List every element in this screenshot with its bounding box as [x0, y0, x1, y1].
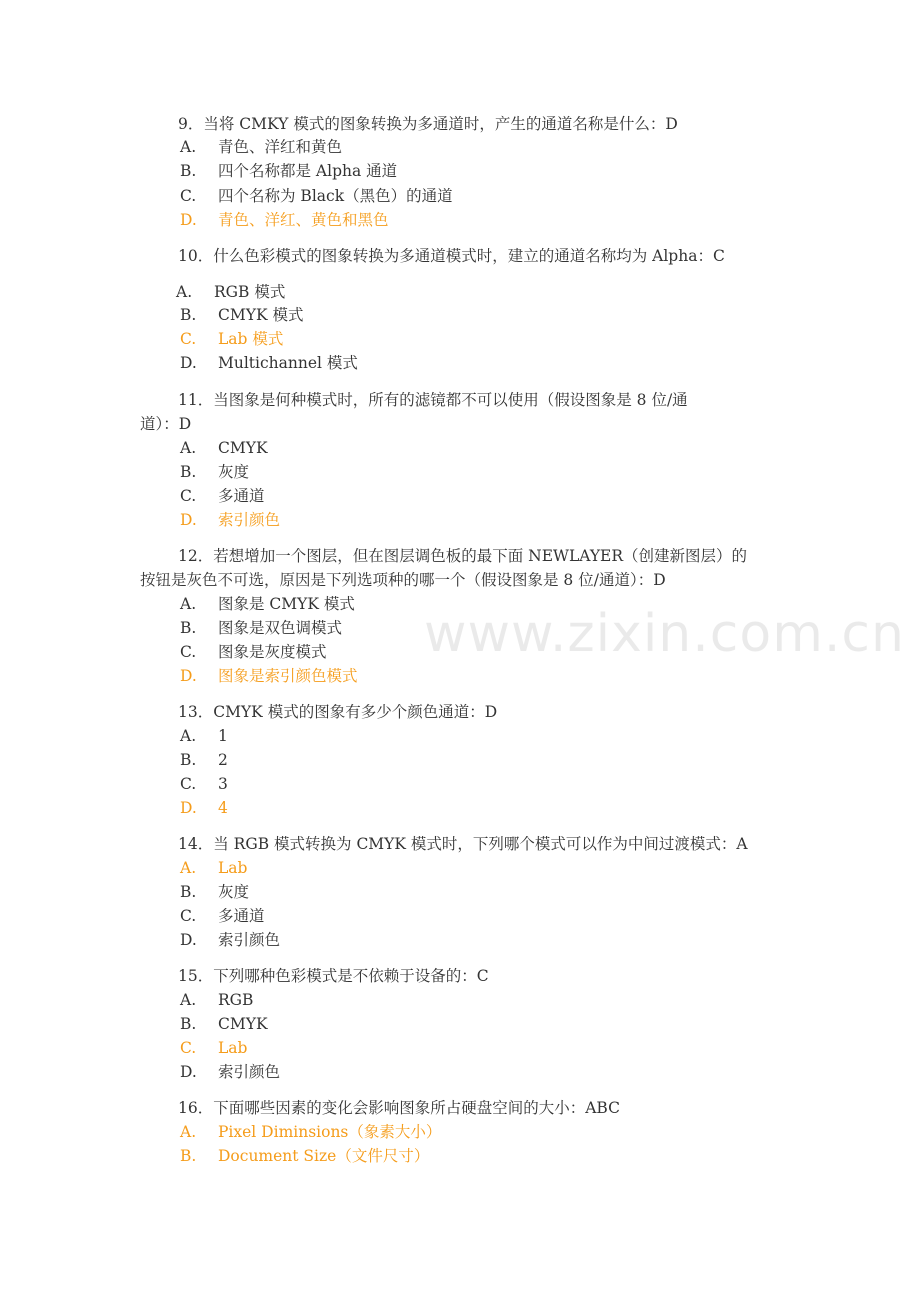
option-text: 四个名称都是 Alpha 通道 [218, 162, 398, 180]
q13-option-a [180, 726, 228, 746]
q9-option-d-answer [180, 210, 389, 230]
option-label: A. [180, 859, 197, 877]
option-text: CMYK [218, 1015, 268, 1033]
option-text: Lab [218, 859, 248, 877]
option-text: Lab 模式 [218, 330, 284, 348]
option-text: RGB [218, 991, 254, 1009]
q13-option-d-answer [180, 798, 228, 818]
option-text: 灰度 [218, 883, 250, 901]
q9-option-a [180, 137, 342, 157]
q15-option-b [180, 1014, 268, 1034]
q10-option-d [180, 353, 358, 373]
option-label: B. [180, 619, 197, 637]
question-15: 15．下列哪种色彩模式是不依赖于设备的：C [178, 967, 489, 985]
q11-option-b [180, 462, 249, 482]
question-11-line-2: 道）：D [140, 415, 192, 433]
option-label: B. [180, 162, 197, 180]
option-label: C. [180, 775, 197, 793]
q14-option-b [180, 882, 249, 902]
option-label: D. [180, 511, 197, 529]
option-label: D. [180, 931, 197, 949]
option-label: C. [180, 187, 197, 205]
q12-option-b [180, 618, 342, 638]
option-text: CMYK [218, 439, 268, 457]
option-text: 3 [218, 775, 228, 793]
q15-option-a [180, 990, 253, 1010]
q15-option-c-answer [180, 1038, 247, 1058]
q12-option-c [180, 642, 327, 662]
q11-option-c [180, 486, 265, 506]
q9-option-c [180, 186, 453, 206]
option-label: C. [180, 487, 197, 505]
option-label: B. [180, 463, 197, 481]
option-text: 多通道 [218, 907, 265, 925]
q14-option-a-answer [180, 858, 247, 878]
option-label: B. [180, 883, 197, 901]
option-text: 图象是灰度模式 [218, 643, 327, 661]
option-text: 青色、洋红、黄色和黑色 [218, 211, 389, 229]
option-label: D. [180, 1063, 197, 1081]
option-text: Pixel Diminsions（象素大小） [218, 1123, 442, 1141]
option-label: A. [180, 138, 197, 156]
q10-option-b [180, 305, 303, 325]
question-14: 14．当 RGB 模式转换为 CMYK 模式时，下列哪个模式可以作为中间过渡模式：A [178, 835, 748, 853]
option-text: 青色、洋红和黄色 [218, 138, 343, 156]
q12-option-d-answer [180, 666, 358, 686]
option-label: A. [180, 595, 197, 613]
option-text: 4 [218, 799, 228, 817]
q9-option-b [180, 161, 397, 181]
option-label: A. [180, 439, 197, 457]
q11-option-a [180, 438, 268, 458]
option-text: CMYK 模式 [218, 306, 304, 324]
option-label: B. [180, 1015, 197, 1033]
option-text: 索引颜色 [218, 511, 281, 529]
option-label: D. [180, 354, 197, 372]
question-11-line-1: 11．当图象是何种模式时，所有的滤镜都不可以使用（假设图象是 8 位/通 [178, 391, 688, 409]
q16-option-b-answer [180, 1146, 429, 1166]
q16-option-a-answer [180, 1122, 441, 1142]
question-12-line-1: 12．若想增加一个图层，但在图层调色板的最下面 NEWLAYER（创建新图层）的 [178, 547, 748, 565]
q13-option-c [180, 774, 228, 794]
option-text: 索引颜色 [218, 1063, 281, 1081]
option-text: 图象是 CMYK 模式 [218, 595, 355, 613]
option-label: A. [180, 991, 197, 1009]
option-text: 1 [218, 727, 228, 745]
option-label: C. [180, 907, 197, 925]
option-text: 图象是索引颜色模式 [218, 667, 358, 685]
option-text: 多通道 [218, 487, 265, 505]
option-label: C. [180, 330, 197, 348]
option-text: RGB 模式 [214, 283, 286, 301]
option-text: 图象是双色调模式 [218, 619, 343, 637]
option-text: 灰度 [218, 463, 250, 481]
option-text: Multichannel 模式 [218, 354, 358, 372]
q10-option-a [176, 282, 285, 302]
question-12-line-2: 按钮是灰色不可选，原因是下列选项种的哪一个（假设图象是 8 位/通道）：D [140, 571, 666, 589]
option-label: C. [180, 1039, 197, 1057]
option-text: 四个名称为 Black（黑色）的通道 [218, 187, 453, 205]
q14-option-c [180, 906, 265, 926]
option-label: B. [180, 1147, 197, 1165]
q10-option-c-answer [180, 329, 283, 349]
option-label: B. [180, 751, 197, 769]
option-label: D. [180, 799, 197, 817]
option-label: D. [180, 667, 197, 685]
question-16: 16．下面哪些因素的变化会影响图象所占硬盘空间的大小：ABC [178, 1099, 620, 1117]
option-text: 2 [218, 751, 228, 769]
q15-option-d [180, 1062, 280, 1082]
question-13: 13．CMYK 模式的图象有多少个颜色通道：D [178, 703, 498, 721]
option-text: 索引颜色 [218, 931, 281, 949]
option-label: A. [180, 1123, 197, 1141]
question-10: 10．什么色彩模式的图象转换为多通道模式时，建立的通道名称均为 Alpha：C [178, 247, 725, 265]
watermark: www.zixin.com.cn [424, 604, 905, 664]
q12-option-a [180, 594, 355, 614]
option-label: D. [180, 211, 197, 229]
option-text: Document Size（文件尺寸） [218, 1147, 430, 1165]
question-9: 9．当将 CMKY 模式的图象转换为多通道时，产生的通道名称是什么：D [178, 115, 678, 133]
option-label: A. [180, 727, 197, 745]
option-label: B. [180, 306, 197, 324]
option-label: C. [180, 643, 197, 661]
q13-option-b [180, 750, 228, 770]
option-label: A. [176, 283, 193, 301]
q14-option-d [180, 930, 280, 950]
q11-option-d-answer [180, 510, 280, 530]
option-text: Lab [218, 1039, 248, 1057]
